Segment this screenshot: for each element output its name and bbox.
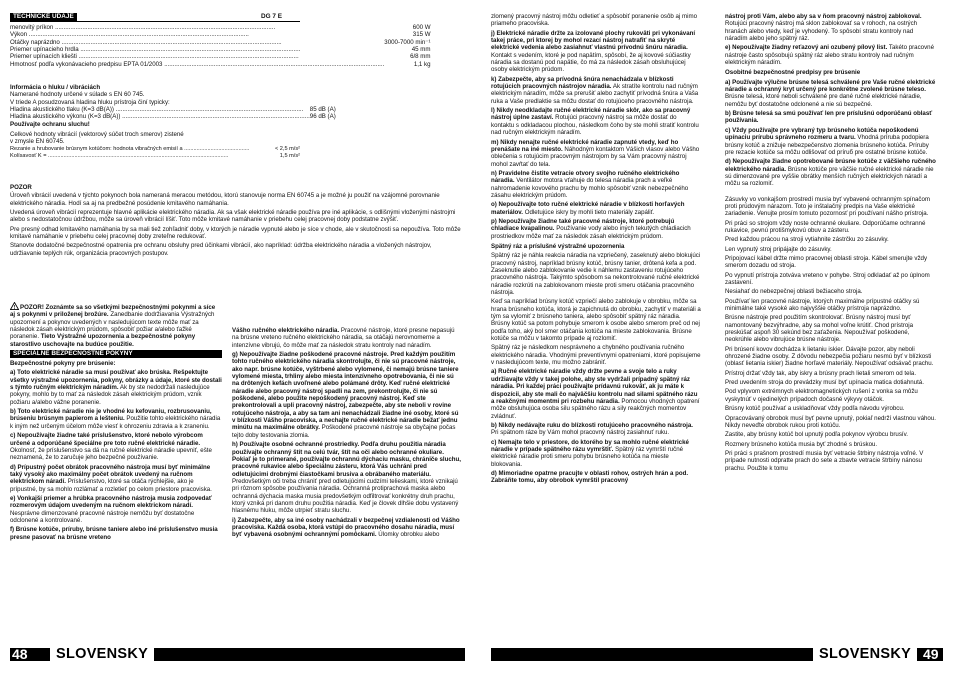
table-row: [10, 46, 431, 53]
rule-item: d) Nepoužívajte žiadne opotrebované brúsne kotúče z väčšieho ručného elektrického náradia. Brúsne kotúče pre väčšie ručné elektrické náradie nie sú dimenzované pre vyššie obrátky menších ručných elektrických náradí a môžu sa rozlomiť.: [725, 158, 936, 188]
rule-item: a) Ručné elektrické náradie vždy držte pevne a svoje telo a ruky udržiavajte vždy v takej polohe, aby ste vydržali prípadný spätný ráz náradia. Pri každej práci používajte prídavnú rukoväť, ak ju máte k dispozícii, aby ste mali čo najväčšiu kontrolu nad silami spätného rázu a reakčnými momentmi pri rozbehu náradia. Pomocou vhodných opatrení môže obsluhujúca osoba silu spätného rázu a sily reakčných momentov zvládnuť.: [491, 368, 700, 420]
rule-item: o) Nepoužívajte toto ručné elektrické náradie v blízkosti horľavých materiálov. Odletujúce iskry by mohli tieto materiály zapáliť.: [491, 201, 685, 216]
table-row: [10, 24, 431, 31]
rule-item: c) Vždy používajte pre vybraný typ brúsneho kotúča nepoškodenú upínaciu prírubu správneho rozmeru a tvaru. Vhodná príruba podopiera brúsny kotúč a znižuje nebezpečenstvo zlomenia brúsneho kotúča. Príruby pre rezacie kotúče sa môžu odlišovať od príruб pre ostatné brúsne kotúče.: [725, 126, 929, 156]
page-number: 48: [12, 646, 28, 662]
vib-table: [10, 146, 300, 161]
rule-item: m) Nikdy nenajte ručné elektrické náradie zapnuté vtedy, keď ho prenášate na iné miesto. Náhodným kontaktom Vášich vlasov alebo Vášho oblečenia s rotujúcim pracovným nástrojom by sa Vám pracovný nástroj mohol zavŕtať do tela.: [491, 138, 700, 168]
noise-line: V triede A posudzovaná hladina hluku prístroja činí typicky:: [10, 98, 170, 106]
paragraph: Zastite, aby brúsny kotúč bol upnutý podľa pokynov výrobcu brusív.: [725, 431, 908, 439]
pozor-block: [10, 184, 462, 259]
tech-header: [10, 13, 300, 22]
vib-label: Rezanie a hrubovanie brúsnym kotúčom: hodnota vibračných emisií a ..........................................: [10, 145, 250, 152]
pozor-title: POZOR: [10, 184, 32, 191]
table-row: [10, 106, 336, 113]
spec-label: Výkon .................................................................................................................................: [10, 31, 249, 39]
paragraph: Po vypnutí prístroja zotváva vreteno v pohybe. Stroj odkladať až po úplnom zastavení.: [725, 271, 930, 286]
language-label: SLOVENSKY: [813, 647, 917, 661]
subheading: Spätný ráz a príslušné výstražné upozornenia: [491, 242, 625, 250]
table-row: [10, 39, 431, 46]
paragraph: Uvedená úroveň vibrácií reprezentuje hlavné aplikácie elektrického náradia. Ak sa však elektrické náradie používa pre iné aplikácie, s odlišnými vloženými nástrojmi alebo s nedostatočnou údržbou, môže sa úroveň vibrácií líšiť. Toto môže kmitavé namáhanie v priebehu celej pracovnej doby podstatne zvýšiť.: [10, 209, 456, 224]
rule-item: a) Toto elektrické náradie sa musí používať ako brúska. Rešpektujte všetky výstražné upozornenia, pokyny, obrázky a údaje, ktoré ste dostali s týmto ručným elektrickým náradím. Ak by ste nedodržali nasledujúce pokyny, mohlo by to mať za následok zásah elektrickým prúdom, vznik požiaru a/alebo vážne poranenie.: [10, 369, 222, 406]
rule-item: b) Toto elektrické náradie nie je vhodné ku kefovaniu, rozbrusovaniu, brúseniu brúsnym papierom a lešteniu. Použitie tohto elektrického náradia k iným než určeným účelom môže viesť k ohrozeniu zdravia a k zraneniu.: [10, 408, 221, 430]
rule-item: k) Zabezpečte, aby sa prívodná šnúra nenachádzala v blízkosti rotujúcich pracovných nástrojov náradia. Ak stratíte kontrolu nad ručným elektrickým náradím, môže sa prerušiť alebo zachytiť prívodná šnúra a Vaša ruka a Vaše predlaktie sa môžu dostať do rotujúceho pracovného nástroja.: [491, 75, 699, 105]
rule-item: e) Vonkajší priemer a hrúbka pracovného nástroja musia zodpovedať rozmerovým údajom uvedeným na ručnom elektrickom náradí. Nesprávne dimenzované pracovné nástroje nemôžu byť dostatočne odclonené a kontrolované.: [10, 494, 212, 524]
paragraph: Nesiahať do nebezpečnej oblasti bežiaceho stroja.: [725, 288, 863, 296]
paragraph: Keď sa napríklad brúsny kotúč vzpriečí alebo zablokuje v obrobku, môže sa hrana brúsneho kotúča, ktorá je zapichnutá do obrobku, zachytiť v materiáli a tým sa vylomiť z brúsneho taniera, alebo spôsobiť spätný ráz náradia. Brúsny kotúč sa potom pohybuje smerom k osobe alebo smerom preč od nej podľa toho, aký bol smer otáčania kotúča na mieste zablokovania. Brúsne kotúče sa môžu v takomto prípade aj rozlomiť.: [491, 298, 701, 343]
noise-label: Hladina akustického tlaku (K=3 dB(A)) ..............................................................................................................: [10, 106, 304, 114]
spec-value: 1,1 kg: [413, 60, 431, 68]
spec-label: Otáčky naprázdno .................................................................................................................................: [10, 38, 282, 46]
rule-item: f) Brúsne kotúče, príruby, brúsne taniere alebo iné príslušenstvo musia presne pasovať na brúsne vreteno: [10, 526, 218, 541]
noise-value: 96 dB (A): [309, 113, 336, 121]
left-column-2: [232, 327, 462, 541]
paragraph: Pre presný odhad kmitavého namáhania by sa mali tiež zohľadniť doby, v ktorých je náradie vypnuté alebo je síce v chode, ale v skutočnosti sa nepoužíva. Toto môže kmitavé namáhanie v priebehu celej pracovnej doby zreteľne redukovať.: [10, 225, 461, 241]
right-column-1: [491, 13, 701, 487]
tech-heading: TECHNICKÉ ÚDAJE: [10, 13, 77, 21]
vib-label: Kolísavosť K = ....................................................................................................................: [10, 153, 229, 160]
hearing-protection: Používajte ochranu sluchu!: [10, 120, 90, 128]
spec-label: menovitý príkon .................................................................................................................................: [10, 24, 276, 31]
spec-value: 45 mm: [411, 46, 431, 54]
model-label: DG 7 E: [261, 13, 282, 20]
vib-line: v zmysle EN 60745.: [10, 138, 65, 146]
table-row: [10, 153, 300, 160]
spec-value: 315 W: [412, 31, 431, 39]
noise-line: Namerané hodnoty určené v súlade s EN 60 745.: [10, 91, 145, 99]
paragraph: Úroveň vibrácií uvedená v týchto pokynoch bola nameraná meracou metódou, ktorú stanovuje norma EN 60745 a je možné ju použiť na vzájomné porovnanie elektrického náradia. Hodí sa aj na predbežné posúdenie kmitavého namáhania.: [10, 192, 440, 207]
paragraph: Stanovte dodatočné bezpečnostné opatrenia pre ochranu obsluhy pred účinkami vibrácií, ako napríklad: údržba elektrického náradia a vložených nástrojov, udržiavanie teplých rúk, organizácia pracovných postupov.: [10, 242, 432, 257]
paragraph: Pred každou prácou na stroji vytiahnite zástrčku zo zásuvky.: [725, 236, 889, 244]
spec-value: 3000-7000 min⁻¹: [384, 38, 431, 46]
rule-item: d) Prípustný počet obrátok pracovného nástroja musí byť minimálne taký vysoký ako maximálny počet obrátok uvedený na ručnom elektrickom náradí. Príslušenstvo, ktoré sa otáča rýchlejšie, ako je prípustné, by sa mohlo rozlámať a rozletieť po celom priestore pracoviska.: [10, 463, 212, 493]
right-column-2: [725, 13, 937, 474]
paragraph: Len vypnutý stroj pripájajte do zásuvky.: [725, 245, 832, 253]
noise-title: Informácia o hluku / vibráciách: [10, 84, 101, 91]
spec-value: 6/8 mm: [410, 53, 431, 61]
left-column-1: [10, 302, 222, 543]
paragraph: Spätný ráz je následkom nesprávneho a chybného používania ručného elektrického náradia. Vhodnými preventívnymi opatreniami, ktoré popisujeme v nasledujúcom texte, mu možno zabrániť.: [491, 344, 701, 367]
paragraph: Opracovávaný obrobok musí byť pevne upnutý, pokiaľ nedrží vlastnou váhou. Nikdy neveďte obrobok rukou proti kotúču.: [725, 414, 936, 429]
rule-item: nástroj proti Vám, alebo aby sa v ňom pracovný nástroj zablokoval. Rotujúci pracovný nástroj má sklon zablokovať sa v rohoch, na ostrých hranách alebo vtedy, keď je vyhodený. To spôsobí stratu kontroly nad náradím alebo jeho spätný ráz.: [725, 13, 922, 43]
rule-item: d) Mimoriadne opatrne pracujte v oblasti rohov, ostrých hrán a pod. Zabráňte tomu, aby obrobok vymrštil pracovný: [491, 469, 689, 485]
rule-item: e) Nepoužívajte žiadny reťazový ani ozubený pílový list. Takéto pracovné nástroje často spôsobujú spätný ráz alebo stratu kontroly nad ručným elektrickým náradím.: [725, 44, 934, 67]
noise-info: [10, 84, 336, 160]
rule-item: n) Pravidelne čistite vetracie otvory svojho ručného elektrického náradia. Ventilátor motora vťahuje do telesa náradia prach a veľké nahromadenie kovového prachu by mohlo spôsobiť vznik nebezpečného zásahu elektrickým prúdom.: [491, 169, 689, 199]
svg-text:!: !: [13, 304, 16, 310]
spec-value: 600 W: [412, 24, 431, 31]
paragraph: Zásuvky vo vonkajšom prostredí musia byť vybavené ochranným spínačom proti prúdovým nárazom. Toto je inštalačný predpis na Vaše elektrické zariadenie. Venujte prosím tomuto pozornosť pri používaní nášho prístroja.: [725, 195, 931, 218]
page-number: 49: [923, 646, 939, 662]
table-row: [10, 53, 431, 60]
right-page: [477, 0, 954, 677]
paragraph: Brúsne nástroje pred použitím skontrolovať. Brúsny nástroj musí byť namontovaný bezvýhradne, aby sa mohol voľne krútiť. Chod prístroja preskúšať aspoň 30 sekúnd bez zaťaženia. Nepoužívať poškodené, neokrúhle alebo vibrujúce brúsne nástroje.: [725, 314, 914, 344]
tech-specs: [10, 13, 431, 68]
rule-item: j) Elektrické náradie držte za izolované plochy rukoväti pri vykonávaní takej práce, pri ktorej by mohol rezací nástroj natrafiť na skryté elektrické vedenia alebo zasiahnuť vlastnú prívodnú šnúru náradia. Kontakt s vedením, ktoré je pod napätím, spôsobí, že aj kovové súčiastky náradia sa dostanú pod napätie, čo má za následok zásah obsluhujúcej osoby elektrickým prúdom.: [491, 29, 696, 74]
vib-value: < 2,5 m/s²: [274, 145, 300, 152]
paragraph: Spätný ráz je náhla reakcia náradia na vzpriečený, zaseknutý alebo blokujúci pracovný nástroj, napríklad brúsny kotúč, brúsny tanier, drôtená kefa a pod. Zaseknutie alebo zablokovanie vedie k náhlemu zastaveniu rotujúceho pracovného nástroja. Takýmto spôsobom sa nekontrolované ručné elektrické náradie rozkrúti na zablokovanom mieste proti smeru otáčania pracovného nástroja.: [491, 252, 701, 297]
rule-item: h) Používajte osobné ochranné prostriedky. Podľa druhu použitia náradia používajte ochranný štít na celú tvár, štít na oči alebo ochranné okuliare. Pokiaľ je to primerané, používajte ochrannú dýchaciu masku, chrániče sluchu, pracovné rukavice alebo špeciálnu zásteru, ktorá Vás uchráni pred odletujúcimi drobnými čiastočkami brusiva a obrábaného materiálu. Predovšetkým oči treba chrániť pred odletujúcimi cudzími telieskami, ktoré vznikajú pri rôznom spôsobe používania náradia. Ochranná protiprachová maska alebo ochranná dýchacia maska musia predovšetkým odfiltrovať konkrétny druh prachu, ktorý vzniká pri danom druhu použitia náradia. Keď je človek dlhšie dobu vystavený hlasnému hluku, môže utrpieť stratu sluchu.: [232, 441, 461, 515]
paragraph: Používať len pracovné nástroje, ktorých maximálne prípustné otáčky sú minimálne také vysoké ako najvyššie otáčky prístroja naprázdno.: [725, 297, 920, 313]
noise-label: Hladina akustického výkonu (K=3 dB(A)) ..............................................................................................................: [10, 113, 310, 121]
table-row: [10, 61, 431, 68]
rule-item: Vášho ručného elektrického náradia. Pracovné nástroje, ktoré presne nepasujú na brúsne vreteno ručného elektrického náradia, sa otáčajú nerovnomerne a intenzívne vibrujú, čo môže mať za následok stratu kontroly nad náradím.: [232, 327, 455, 349]
language-label: SLOVENSKY: [50, 647, 154, 661]
noise-value: 85 dB (A): [309, 106, 336, 114]
rule-item: b) Brúsne telesá sa smú používať len pre príslušnú odporúčanú oblasť používania.: [725, 110, 933, 125]
rule-item: p) Nepoužívajte žiadne také pracovné nástroje, ktoré potrebujú chladiace kvapalinou. Používanie vody alebo iných tekutých chladiacich prostriedkov môže mať za následok zásah elektrickým prúdom.: [491, 217, 691, 240]
rule-item: i) Zabezpečte, aby sa iné osoby nachádzali v bezpečnej vzdialenosti od Vášho pracoviska. Každá osoba, ktorá vstúpi do pracovného dosahu náradia, musí byť vybavená osobnými ochrannými pomôckami. Úlomky obrobku alebo: [232, 516, 460, 539]
vib-value: 1,5 m/s²: [279, 153, 300, 160]
paragraph: zlomený pracovný nástroj môžu odletieť a spôsobiť poranenie osôb aj mimo priameho pracoviska.: [491, 13, 697, 28]
rule-item: c) Nepoužívajte žiadne také príslušenstvo, ktoré nebolo výrobcom určené a odporúčané špeciálne pre toto ručné elektrické náradie. Okolnosť, že príslušenstvo sa dá na ručné elektrické náradie upevniť, ešte neznamená, že to zaručuje jeho bezpečné používanie.: [10, 432, 212, 462]
warning-paragraph: ! POZOR! Zoznámte sa so všetkými bezpečnostnými pokynmi a síce aj s pokynmi v priloženej brožúre. Zanedbanie dodržiavania Výstražných upozornení a pokynov uvedených v nasledujúcom texte môže mať za následok zásah elektrickým prúdom, spôsobiť požiar a/alebo ťažké poranenie. Tieto Výstražné upozornenia a bezpečnostné pokyny starostlivo uschovajte na budúce použitie.: [10, 304, 216, 348]
subheading: Bezpečnostné pokyny pre brúsenie:: [10, 360, 116, 368]
rule-item: g) Nepoužívajte žiadne poškodené pracovné nástroje. Pred každým použitím tohto ručného elektrického náradia skontrolujte, či nie sú pracovné nástroje, ako napr. brúsne kotúče, vyštrbené alebo vylomené, či nemajú brúsne taniere vylomené miesta, trhliny alebo miesta intenzívneho opotrebovania, či nie sú na drôtených kefách uvoľnené alebo polámané drôty. Keď ručné elektrické náradie alebo pracovný nástroj spadli na zem, prekontrolujte, či nie sú poškodené, alebo použite nepoškodený pracovný nástroj. Keď ste prekontrolovali a upli pracovný nástroj, zabezpečte, aby ste neboli v rovine rotujúceho nástroja, a aby sa tam ani nenachádzali žiadne iné osoby, ktoré sú v blízkosti Vášho pracoviska, a nechajte ručné elektrické náradie bežať jednu minútu na maximálne obrátky. Poškodené pracovné nástroje sa obyčajne počas tejto doby testovania zlomia.: [232, 351, 459, 439]
paragraph: Rozmery brúsneho kotúča musia byť zhodné s brúskou.: [725, 440, 878, 448]
tech-table: [10, 24, 431, 68]
rule-item: c) Nemajte telo v priestore, do ktorého by sa mohlo ručné elektrické náradie v prípade spätného rázu vymrštiť. Spätný ráz vymrští ručné elektrické náradie proti smeru pohybu brúsneho kotúča na mieste blokovania.: [491, 438, 689, 468]
paragraph: Brúsny kotúč používať a uskladňovať vždy podľa návodu výrobcu.: [725, 405, 905, 413]
table-row: [10, 31, 431, 38]
paragraph: Pred uvedením stroja do prevádzky musí byť upínacia matica dotiahnutá.: [725, 379, 924, 387]
table-row: [10, 146, 300, 153]
noise-table: [10, 106, 336, 121]
spec-label: Priemer upínacieho hrdla .................................................................................................................................: [10, 46, 301, 54]
table-row: [10, 113, 336, 120]
subheading: Osobitné bezpečnostné predpisy pre brúsenie: [725, 69, 861, 77]
rule-item: b) Nikdy nedávajte ruku do blízkosti rotujúceho pracovného nástroja. Pri spätnom ráze by Vám mohol pracovný nástroj zasiahnuť ruku.: [491, 421, 693, 437]
section-heading: ŠPECIÁLNE BEZPEČNOSTNÉ POKYNY: [10, 350, 222, 358]
paragraph: Pri práci so strojom vždy noste ochranné okuliare. Odporúčame ochranné rukavice, pevnú protišmykovú obuv a zásteru.: [725, 219, 926, 234]
rule-item: l) Nikdy neodkladajte ručné elektrické náradie skôr, ako sa pracovný nástroj úplne zastaví. Rotujúci pracovný nástroj sa môže dostať do kontaktu s odkladacou plochou, následkom čoho by ste mohli stratiť kontrolu nad ručným elektrickým náradím.: [491, 107, 699, 137]
vib-line: Celkové hodnoty vibrácií (vektorový súčet troch smerov) zistené: [10, 131, 184, 139]
spec-label: Priemer upínacích kliešti .................................................................................................................................: [10, 53, 299, 61]
spec-label: Hmotnosť podľa vykonávacieho predpisu EPTA 01/2003 .................................................................................................................................: [10, 60, 385, 68]
paragraph: Pod vplyvom extrémnych elektromagnetických rušení z vonka sa môžu vyskytnúť v ojedinelých prípadoch dočasné výkyvy otáčok.: [725, 388, 918, 403]
paragraph: Pripojovací kábel držte mimo pracovnej oblasti stroja. Kábel smerujte vždy smerom dozadu od stroja.: [725, 254, 928, 270]
warning-triangle-icon: [10, 302, 19, 310]
paragraph: Pri práci s prašnom prostredí musia byť vetracie štrbiny nástroja voľné. V prípade nutnosti odpratte prach do sete a zbavte vetracie štrbiny nánosu prachu. Použite k tomu: [725, 449, 924, 472]
rule-item: a) Používajte výlučne brúsne telesá schválené pre Vaše ručné elektrické náradie a ochranný kryt určený pre konkrétne zvolené brúsne teleso. Brúsne telesá, ktoré neboli schválené pre dané ručné elektrické náradie, nemôžu byť dostatočne odclonené a nie sú bezpečné.: [725, 78, 936, 108]
paragraph: Pri brúsení kovov dochádza k lietaniu iskier. Dávajte pozor, aby neboli ohrozené žiadne osoby. Z dôvodu nebezpečia požiaru nesmú byť v blízkosti (oblasť lietania iskier) žiadne horľavé materiály. Nepoužívať odsávač prachu.: [725, 345, 934, 368]
paragraph: Prístroj držať vždy tak, aby iskry a brúsny prach lietali smerom od tela.: [725, 369, 917, 377]
